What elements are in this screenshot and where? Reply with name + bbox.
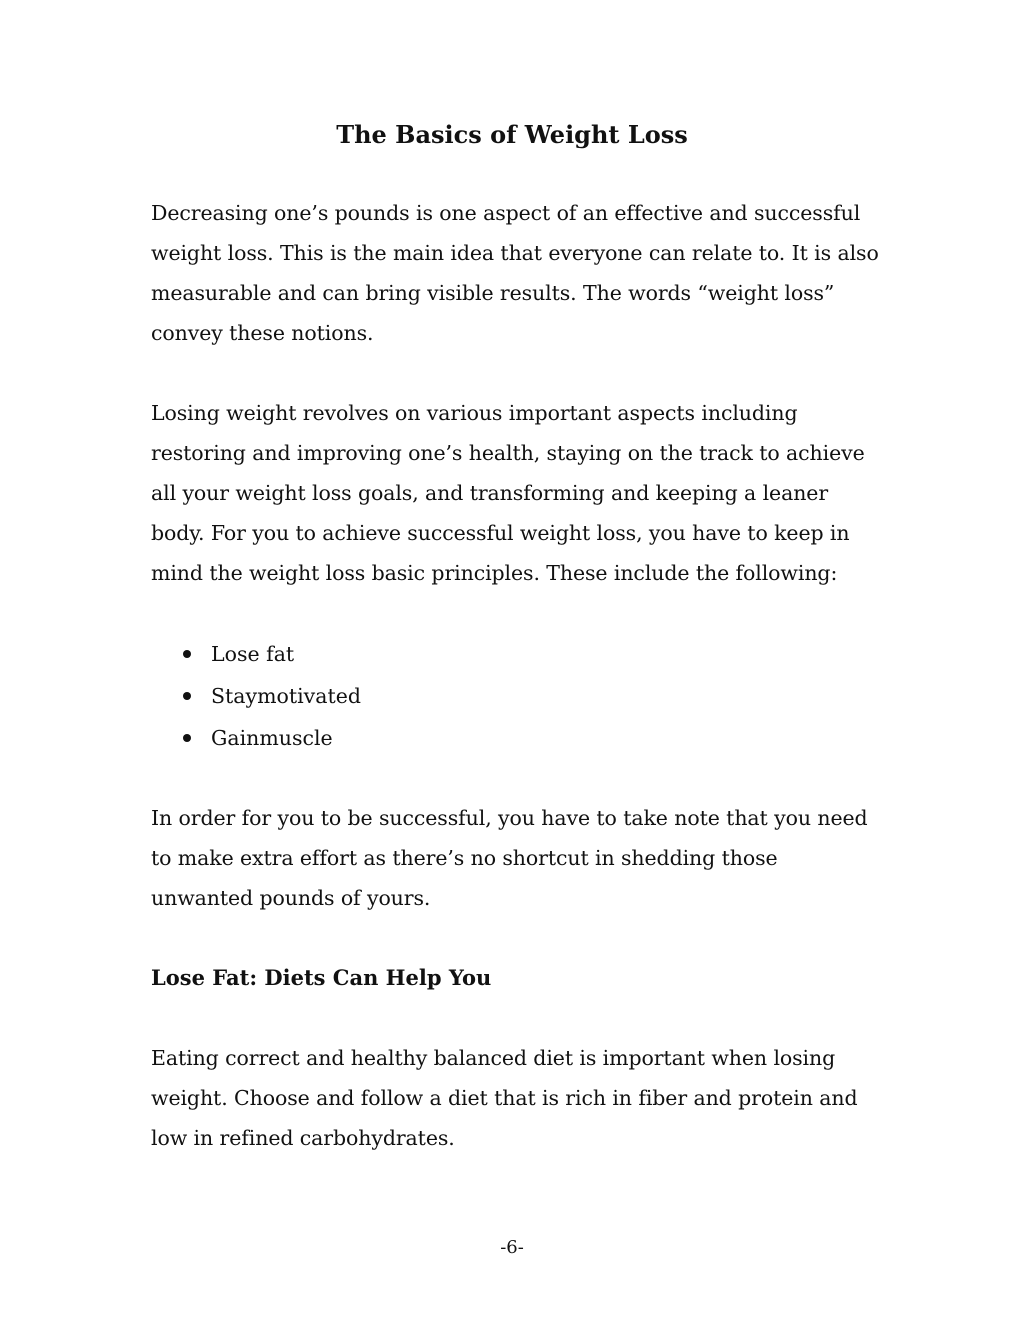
- paragraph-line: mind the weight loss basic principles. These include the following:: [151, 561, 838, 585]
- paragraph-line: to make extra effort as there’s no shortcut in shedding those: [151, 846, 778, 870]
- bullet-icon: [183, 650, 191, 658]
- paragraph-diet: [151, 1038, 876, 1158]
- paragraph-line: restoring and improving one’s health, staying on the track to achieve: [151, 441, 865, 465]
- list-item: [151, 718, 361, 760]
- paragraph-line: weight loss. This is the main idea that everyone can relate to. It is also: [151, 241, 879, 265]
- bullet-icon: [183, 692, 191, 700]
- bullet-icon: [183, 734, 191, 742]
- list-item: [151, 676, 361, 718]
- paragraph-aspects: [151, 393, 876, 593]
- paragraph-line: Losing weight revolves on various important aspects including: [151, 401, 798, 425]
- principles-list: [151, 634, 361, 760]
- list-item-label: Gainmuscle: [211, 726, 333, 750]
- paragraph-line: unwanted pounds of yours.: [151, 886, 431, 910]
- paragraph-line: low in refined carbohydrates.: [151, 1126, 455, 1150]
- page-title: The Basics of Weight Loss: [336, 120, 688, 149]
- page-number: -6-: [500, 1237, 524, 1258]
- paragraph-line: Eating correct and healthy balanced diet is important when losing: [151, 1046, 836, 1070]
- section-heading: Lose Fat: Diets Can Help You: [151, 965, 492, 990]
- list-item-label: Lose fat: [211, 642, 295, 666]
- list-item: [151, 634, 361, 676]
- paragraph-line: In order for you to be successful, you have to take note that you need: [151, 806, 868, 830]
- paragraph-effort: [151, 798, 876, 918]
- paragraph-line: body. For you to achieve successful weight loss, you have to keep in: [151, 521, 850, 545]
- paragraph-line: convey these notions.: [151, 321, 374, 345]
- list-item-label: Staymotivated: [211, 684, 361, 708]
- paragraph-intro: [151, 193, 879, 353]
- paragraph-line: measurable and can bring visible results. The words “weight loss”: [151, 281, 835, 305]
- paragraph-line: all your weight loss goals, and transforming and keeping a leaner: [151, 481, 829, 505]
- paragraph-line: Decreasing one’s pounds is one aspect of an effective and successful: [151, 201, 861, 225]
- paragraph-line: weight. Choose and follow a diet that is rich in fiber and protein and: [151, 1086, 858, 1110]
